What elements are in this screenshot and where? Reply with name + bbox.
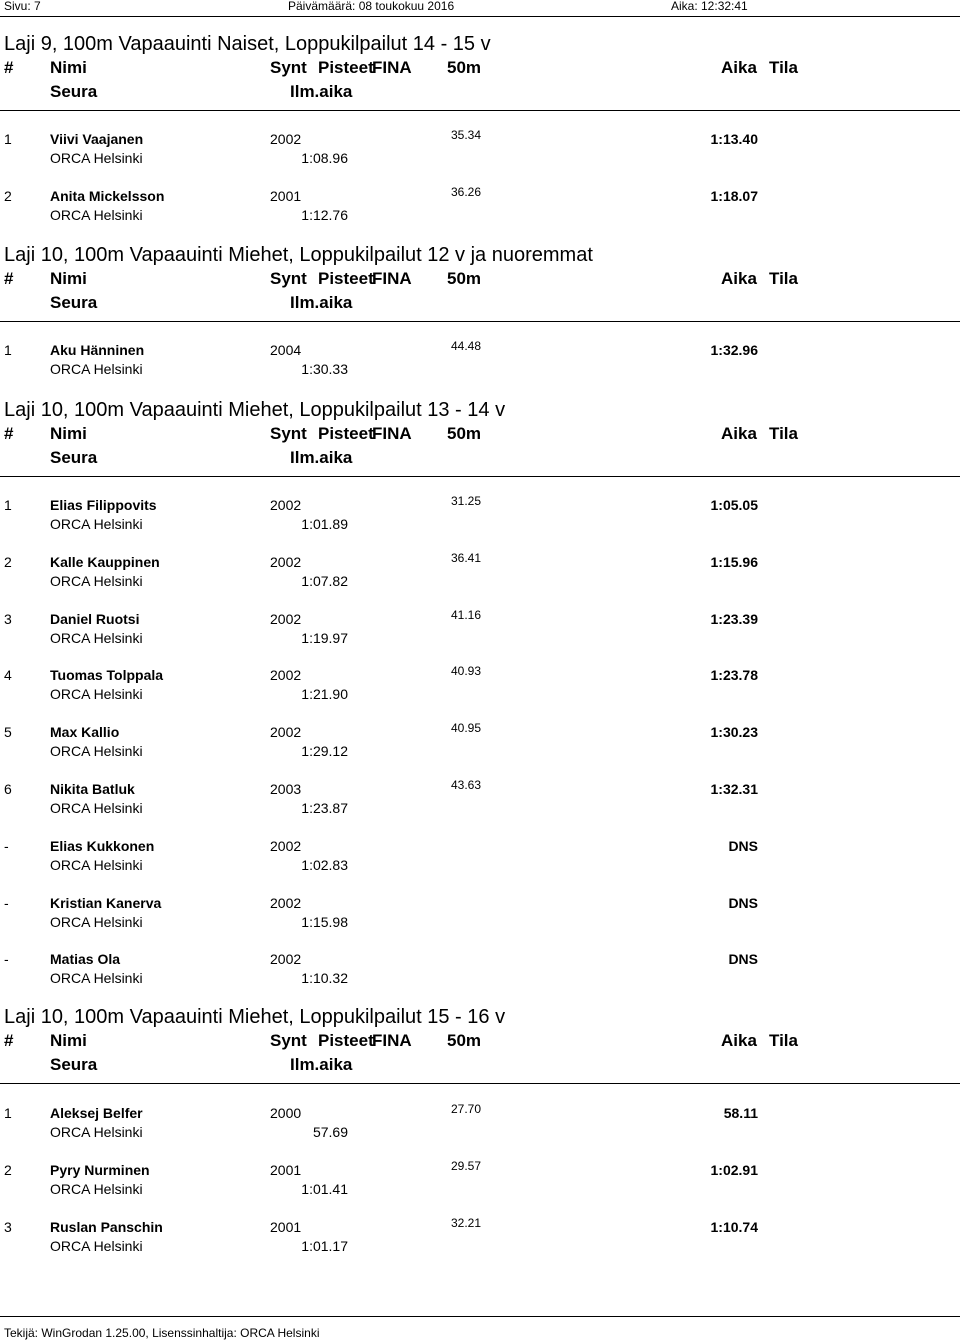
- col-header-birth-year: Synt: [270, 58, 307, 77]
- swimmer-name: Aku Hänninen: [50, 342, 145, 358]
- split-time: 35.34: [451, 128, 482, 142]
- event-title: Laji 9, 100m Vapaauinti Naiset, Loppukilpailut 14 - 15 v: [4, 33, 491, 55]
- result-row: [0, 664, 960, 707]
- final-time: 1:23.78: [710, 667, 758, 683]
- col-header-points: Pisteet: [318, 269, 374, 288]
- result-row: [0, 608, 960, 651]
- result-row: [0, 838, 960, 878]
- entry-time: 1:07.82: [301, 573, 348, 589]
- result-row: [0, 494, 960, 537]
- place: -: [4, 951, 9, 967]
- birth-year: 2003: [270, 781, 302, 797]
- place: 4: [4, 667, 12, 683]
- col-header-club: Seura: [50, 293, 98, 312]
- header-divider: [0, 1083, 960, 1084]
- final-time: 1:32.31: [710, 781, 758, 797]
- birth-year: 2002: [270, 497, 302, 513]
- col-header-points: Pisteet: [318, 424, 374, 443]
- col-header-birth-year: Synt: [270, 424, 307, 443]
- page-header: [0, 0, 960, 17]
- split-time: 40.93: [451, 664, 482, 678]
- split-time: 44.48: [451, 339, 482, 353]
- col-header-fina: FINA: [372, 1031, 412, 1050]
- entry-time: 1:12.76: [301, 207, 348, 223]
- split-time: 43.63: [451, 778, 482, 792]
- club-name: ORCA Helsinki: [50, 207, 143, 223]
- birth-year: 2002: [270, 667, 302, 683]
- split-time: 32.21: [451, 1216, 482, 1230]
- result-row: [0, 128, 960, 171]
- place: 1: [4, 1105, 12, 1121]
- col-header-number: #: [4, 424, 14, 443]
- split-time: 27.70: [451, 1102, 482, 1116]
- col-header-number: #: [4, 1031, 14, 1050]
- entry-time: 1:01.41: [301, 1181, 348, 1197]
- result-row: [0, 951, 960, 991]
- split-time: 41.16: [451, 608, 482, 622]
- club-name: ORCA Helsinki: [50, 857, 143, 873]
- result-row: [0, 339, 960, 382]
- col-header-status: Tila: [769, 424, 798, 443]
- final-time: DNS: [728, 951, 758, 967]
- entry-time: 1:08.96: [301, 150, 348, 166]
- entry-time: 1:19.97: [301, 630, 348, 646]
- swimmer-name: Matias Ola: [50, 951, 121, 967]
- final-time: DNS: [728, 838, 758, 854]
- club-name: ORCA Helsinki: [50, 1238, 143, 1254]
- final-time: 1:10.74: [710, 1219, 758, 1235]
- col-header-entry-time: Ilm.aika: [290, 448, 353, 467]
- result-row: [0, 551, 960, 594]
- club-name: ORCA Helsinki: [50, 970, 143, 986]
- club-name: ORCA Helsinki: [50, 516, 143, 532]
- entry-time: 1:01.89: [301, 516, 348, 532]
- final-time: 1:30.23: [710, 724, 758, 740]
- col-header-split: 50m: [447, 58, 482, 77]
- birth-year: 2002: [270, 131, 302, 147]
- header-divider: [0, 321, 960, 322]
- col-header-status: Tila: [769, 1031, 798, 1050]
- col-header-birth-year: Synt: [270, 269, 307, 288]
- col-header-split: 50m: [447, 1031, 482, 1050]
- split-time: 31.25: [451, 494, 482, 508]
- swimmer-name: Viivi Vaajanen: [50, 131, 144, 147]
- swimmer-name: Max Kallio: [50, 724, 120, 740]
- final-time: 58.11: [723, 1105, 758, 1121]
- place: 2: [4, 554, 12, 570]
- birth-year: 2000: [270, 1105, 302, 1121]
- place: -: [4, 838, 9, 854]
- col-header-number: #: [4, 58, 14, 77]
- club-name: ORCA Helsinki: [50, 573, 143, 589]
- swimmer-name: Aleksej Belfer: [50, 1105, 143, 1121]
- entry-time: 1:10.32: [301, 970, 348, 986]
- page-number: Sivu: 7: [4, 0, 41, 13]
- birth-year: 2002: [270, 724, 302, 740]
- final-time: 1:05.05: [710, 497, 758, 513]
- swimmer-name: Nikita Batluk: [50, 781, 135, 797]
- birth-year: 2004: [270, 342, 302, 358]
- swimmer-name: Anita Mickelsson: [50, 188, 165, 204]
- footer-text: Tekijä: WinGrodan 1.25.00, Lisenssinhaltija: ORCA Helsinki: [4, 1326, 320, 1340]
- col-header-club: Seura: [50, 448, 98, 467]
- col-header-name: Nimi: [50, 424, 87, 443]
- event-title: Laji 10, 100m Vapaauinti Miehet, Loppukilpailut 12 v ja nuoremmat: [4, 244, 593, 266]
- result-row: [0, 1102, 960, 1145]
- result-row: [0, 1216, 960, 1259]
- birth-year: 2002: [270, 611, 302, 627]
- swimmer-name: Elias Filippovits: [50, 497, 157, 513]
- entry-time: 57.69: [312, 1124, 348, 1140]
- report-time: Aika: 12:32:41: [671, 0, 748, 13]
- place: 3: [4, 1219, 12, 1235]
- place: 1: [4, 342, 12, 358]
- col-header-club: Seura: [50, 1055, 98, 1074]
- result-row: [0, 1159, 960, 1202]
- result-row: [0, 721, 960, 764]
- entry-time: 1:30.33: [301, 361, 348, 377]
- col-header-entry-time: Ilm.aika: [290, 293, 353, 312]
- birth-year: 2001: [270, 1219, 302, 1235]
- page-footer: [0, 1316, 960, 1340]
- col-header-status: Tila: [769, 58, 798, 77]
- col-header-status: Tila: [769, 269, 798, 288]
- entry-time: 1:15.98: [301, 914, 348, 930]
- place: -: [4, 895, 9, 911]
- final-time: 1:02.91: [710, 1162, 758, 1178]
- swimmer-name: Daniel Ruotsi: [50, 611, 140, 627]
- final-time: 1:23.39: [710, 611, 758, 627]
- club-name: ORCA Helsinki: [50, 150, 143, 166]
- swimmer-name: Ruslan Panschin: [50, 1219, 163, 1235]
- place: 2: [4, 188, 12, 204]
- col-header-points: Pisteet: [318, 1031, 374, 1050]
- report-date: Päivämäärä: 08 toukokuu 2016: [288, 0, 455, 13]
- col-header-club: Seura: [50, 82, 98, 101]
- col-header-birth-year: Synt: [270, 1031, 307, 1050]
- swimmer-name: Tuomas Tolppala: [50, 667, 164, 683]
- place: 3: [4, 611, 12, 627]
- birth-year: 2001: [270, 188, 302, 204]
- col-header-name: Nimi: [50, 269, 87, 288]
- birth-year: 2002: [270, 951, 302, 967]
- club-name: ORCA Helsinki: [50, 686, 143, 702]
- entry-time: 1:01.17: [301, 1238, 348, 1254]
- event-title: Laji 10, 100m Vapaauinti Miehet, Loppukilpailut 13 - 14 v: [4, 399, 506, 421]
- event-title: Laji 10, 100m Vapaauinti Miehet, Loppukilpailut 15 - 16 v: [4, 1006, 506, 1028]
- club-name: ORCA Helsinki: [50, 1181, 143, 1197]
- col-header-fina: FINA: [372, 424, 412, 443]
- split-time: 40.95: [451, 721, 482, 735]
- club-name: ORCA Helsinki: [50, 914, 143, 930]
- club-name: ORCA Helsinki: [50, 1124, 143, 1140]
- split-time: 36.41: [451, 551, 482, 565]
- club-name: ORCA Helsinki: [50, 630, 143, 646]
- birth-year: 2002: [270, 838, 302, 854]
- entry-time: 1:29.12: [301, 743, 348, 759]
- entry-time: 1:23.87: [301, 800, 348, 816]
- place: 2: [4, 1162, 12, 1178]
- place: 5: [4, 724, 12, 740]
- place: 1: [4, 131, 12, 147]
- split-time: 29.57: [451, 1159, 482, 1173]
- club-name: ORCA Helsinki: [50, 361, 143, 377]
- place: 1: [4, 497, 12, 513]
- col-header-number: #: [4, 269, 14, 288]
- col-header-entry-time: Ilm.aika: [290, 82, 353, 101]
- col-header-time: Aika: [721, 269, 757, 288]
- club-name: ORCA Helsinki: [50, 743, 143, 759]
- col-header-time: Aika: [721, 1031, 757, 1050]
- birth-year: 2002: [270, 895, 302, 911]
- final-time: DNS: [728, 895, 758, 911]
- swimmer-name: Kristian Kanerva: [50, 895, 162, 911]
- col-header-split: 50m: [447, 269, 482, 288]
- final-time: 1:13.40: [710, 131, 758, 147]
- col-header-name: Nimi: [50, 1031, 87, 1050]
- col-header-split: 50m: [447, 424, 482, 443]
- col-header-points: Pisteet: [318, 58, 374, 77]
- swimmer-name: Pyry Nurminen: [50, 1162, 150, 1178]
- entry-time: 1:02.83: [301, 857, 348, 873]
- col-header-fina: FINA: [372, 269, 412, 288]
- col-header-fina: FINA: [372, 58, 412, 77]
- col-header-name: Nimi: [50, 58, 87, 77]
- col-header-entry-time: Ilm.aika: [290, 1055, 353, 1074]
- col-header-time: Aika: [721, 58, 757, 77]
- entry-time: 1:21.90: [301, 686, 348, 702]
- final-time: 1:15.96: [710, 554, 758, 570]
- col-header-time: Aika: [721, 424, 757, 443]
- result-row: [0, 778, 960, 821]
- final-time: 1:18.07: [710, 188, 758, 204]
- birth-year: 2001: [270, 1162, 302, 1178]
- final-time: 1:32.96: [710, 342, 758, 358]
- club-name: ORCA Helsinki: [50, 800, 143, 816]
- swimmer-name: Elias Kukkonen: [50, 838, 155, 854]
- header-divider: [0, 476, 960, 477]
- result-row: [0, 185, 960, 228]
- place: 6: [4, 781, 12, 797]
- birth-year: 2002: [270, 554, 302, 570]
- swimmer-name: Kalle Kauppinen: [50, 554, 160, 570]
- header-divider: [0, 110, 960, 111]
- split-time: 36.26: [451, 185, 482, 199]
- result-row: [0, 895, 960, 935]
